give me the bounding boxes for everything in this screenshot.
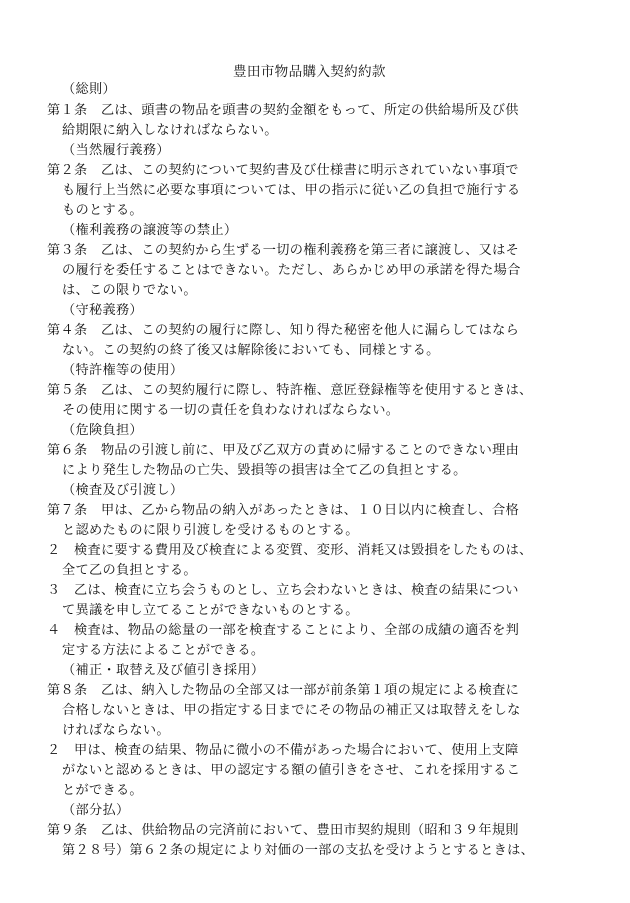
section-heading: （権利義務の譲渡等の禁止） bbox=[62, 223, 238, 238]
article-line: ければならない。 bbox=[62, 723, 170, 738]
section-heading: （特許権等の使用） bbox=[62, 363, 184, 378]
article-line: 第９条 乙は、供給物品の完済前において、豊田市契約規則（昭和３９年規則 bbox=[47, 823, 519, 838]
article-line: により発生した物品の亡失、毀損等の損害は全て乙の負担とする。 bbox=[62, 463, 467, 478]
article-line: 第７条 甲は、乙から物品の納入があったときは、１０日以内に検査し、合格 bbox=[47, 503, 519, 518]
article-line: は、この限りでない。 bbox=[62, 283, 197, 298]
article-line: ない。この契約の終了後又は解除後においても、同様とする。 bbox=[62, 343, 440, 358]
article-line: ものとする。 bbox=[62, 203, 143, 218]
article-line: 第２８号）第６２条の規定により対価の一部の支払を受けようとするときは、 bbox=[62, 843, 535, 858]
article-line: その使用に関する一切の責任を負わなければならない。 bbox=[62, 403, 400, 418]
article-line: 第１条 乙は、頭書の物品を頭書の契約金額をもって、所定の供給場所及び供 bbox=[47, 103, 519, 118]
clause-line: がないと認めるときは、甲の認定する額の値引きをさせ、これを採用するこ bbox=[62, 763, 521, 778]
article-line: も履行上当然に必要な事項については、甲の指示に従い乙の負担で施行する bbox=[62, 183, 521, 198]
article-line: 合格しないときは、甲の指定する日までにその物品の補正又は取替えをしな bbox=[62, 703, 521, 718]
article-line: と認めたものに限り引渡しを受けるものとする。 bbox=[62, 523, 359, 538]
article-line: 第２条 乙は、この契約について契約書及び仕様書に明示されていない事項で bbox=[47, 163, 519, 178]
clause-line: とができる。 bbox=[62, 783, 143, 798]
section-heading: （補正・取替え及び値引き採用） bbox=[62, 663, 265, 678]
section-heading: （当然履行義務） bbox=[62, 143, 170, 158]
article-line: 第８条 乙は、納入した物品の全部又は一部が前条第１項の規定による検査に bbox=[47, 683, 520, 698]
clause-line: て異議を申し立てることができないものとする。 bbox=[62, 603, 359, 618]
article-line: 第３条 乙は、この契約から生ずる一切の権利義務を第三者に譲渡し、又はそ bbox=[47, 243, 520, 258]
section-heading: （守秘義務） bbox=[62, 303, 143, 318]
article-line: 第４条 乙は、この契約の履行に際し、知り得た秘密を他人に漏らしてはなら bbox=[47, 323, 520, 338]
section-heading: （検査及び引渡し） bbox=[62, 483, 184, 498]
article-line: 給期限に納入しなければならない。 bbox=[62, 123, 278, 138]
article-line: 第６条 物品の引渡し前に、甲及び乙双方の責めに帰することのできない理由 bbox=[47, 443, 520, 458]
clause-line: ３ 乙は、検査に立ち会うものとし、立ち会わないときは、検査の結果につい bbox=[47, 583, 519, 598]
article-line: の履行を委任することはできない。ただし、あらかじめ甲の承諾を得た場合 bbox=[62, 263, 521, 278]
section-heading: （総則） bbox=[62, 82, 116, 97]
clause-line: ２ 検査に要する費用及び検査による変質、変形、消耗又は毀損をしたものは、 bbox=[47, 543, 533, 558]
section-heading: （危険負担） bbox=[62, 423, 143, 438]
clause-line: 定する方法によることができる。 bbox=[62, 643, 265, 658]
document-title: 豊田市物品購入契約約款 bbox=[233, 64, 386, 80]
section-heading: （部分払） bbox=[62, 803, 130, 818]
clause-line: ２ 甲は、検査の結果、物品に微小の不備があった場合において、使用上支障 bbox=[47, 743, 519, 758]
article-line: 第５条 乙は、この契約履行に際し、特許権、意匠登録権等を使用するときは、 bbox=[47, 383, 533, 398]
clause-line: 全て乙の負担とする。 bbox=[62, 563, 197, 578]
clause-line: ４ 検査は、物品の総量の一部を検査することにより、全部の成績の適否を判 bbox=[47, 623, 520, 638]
